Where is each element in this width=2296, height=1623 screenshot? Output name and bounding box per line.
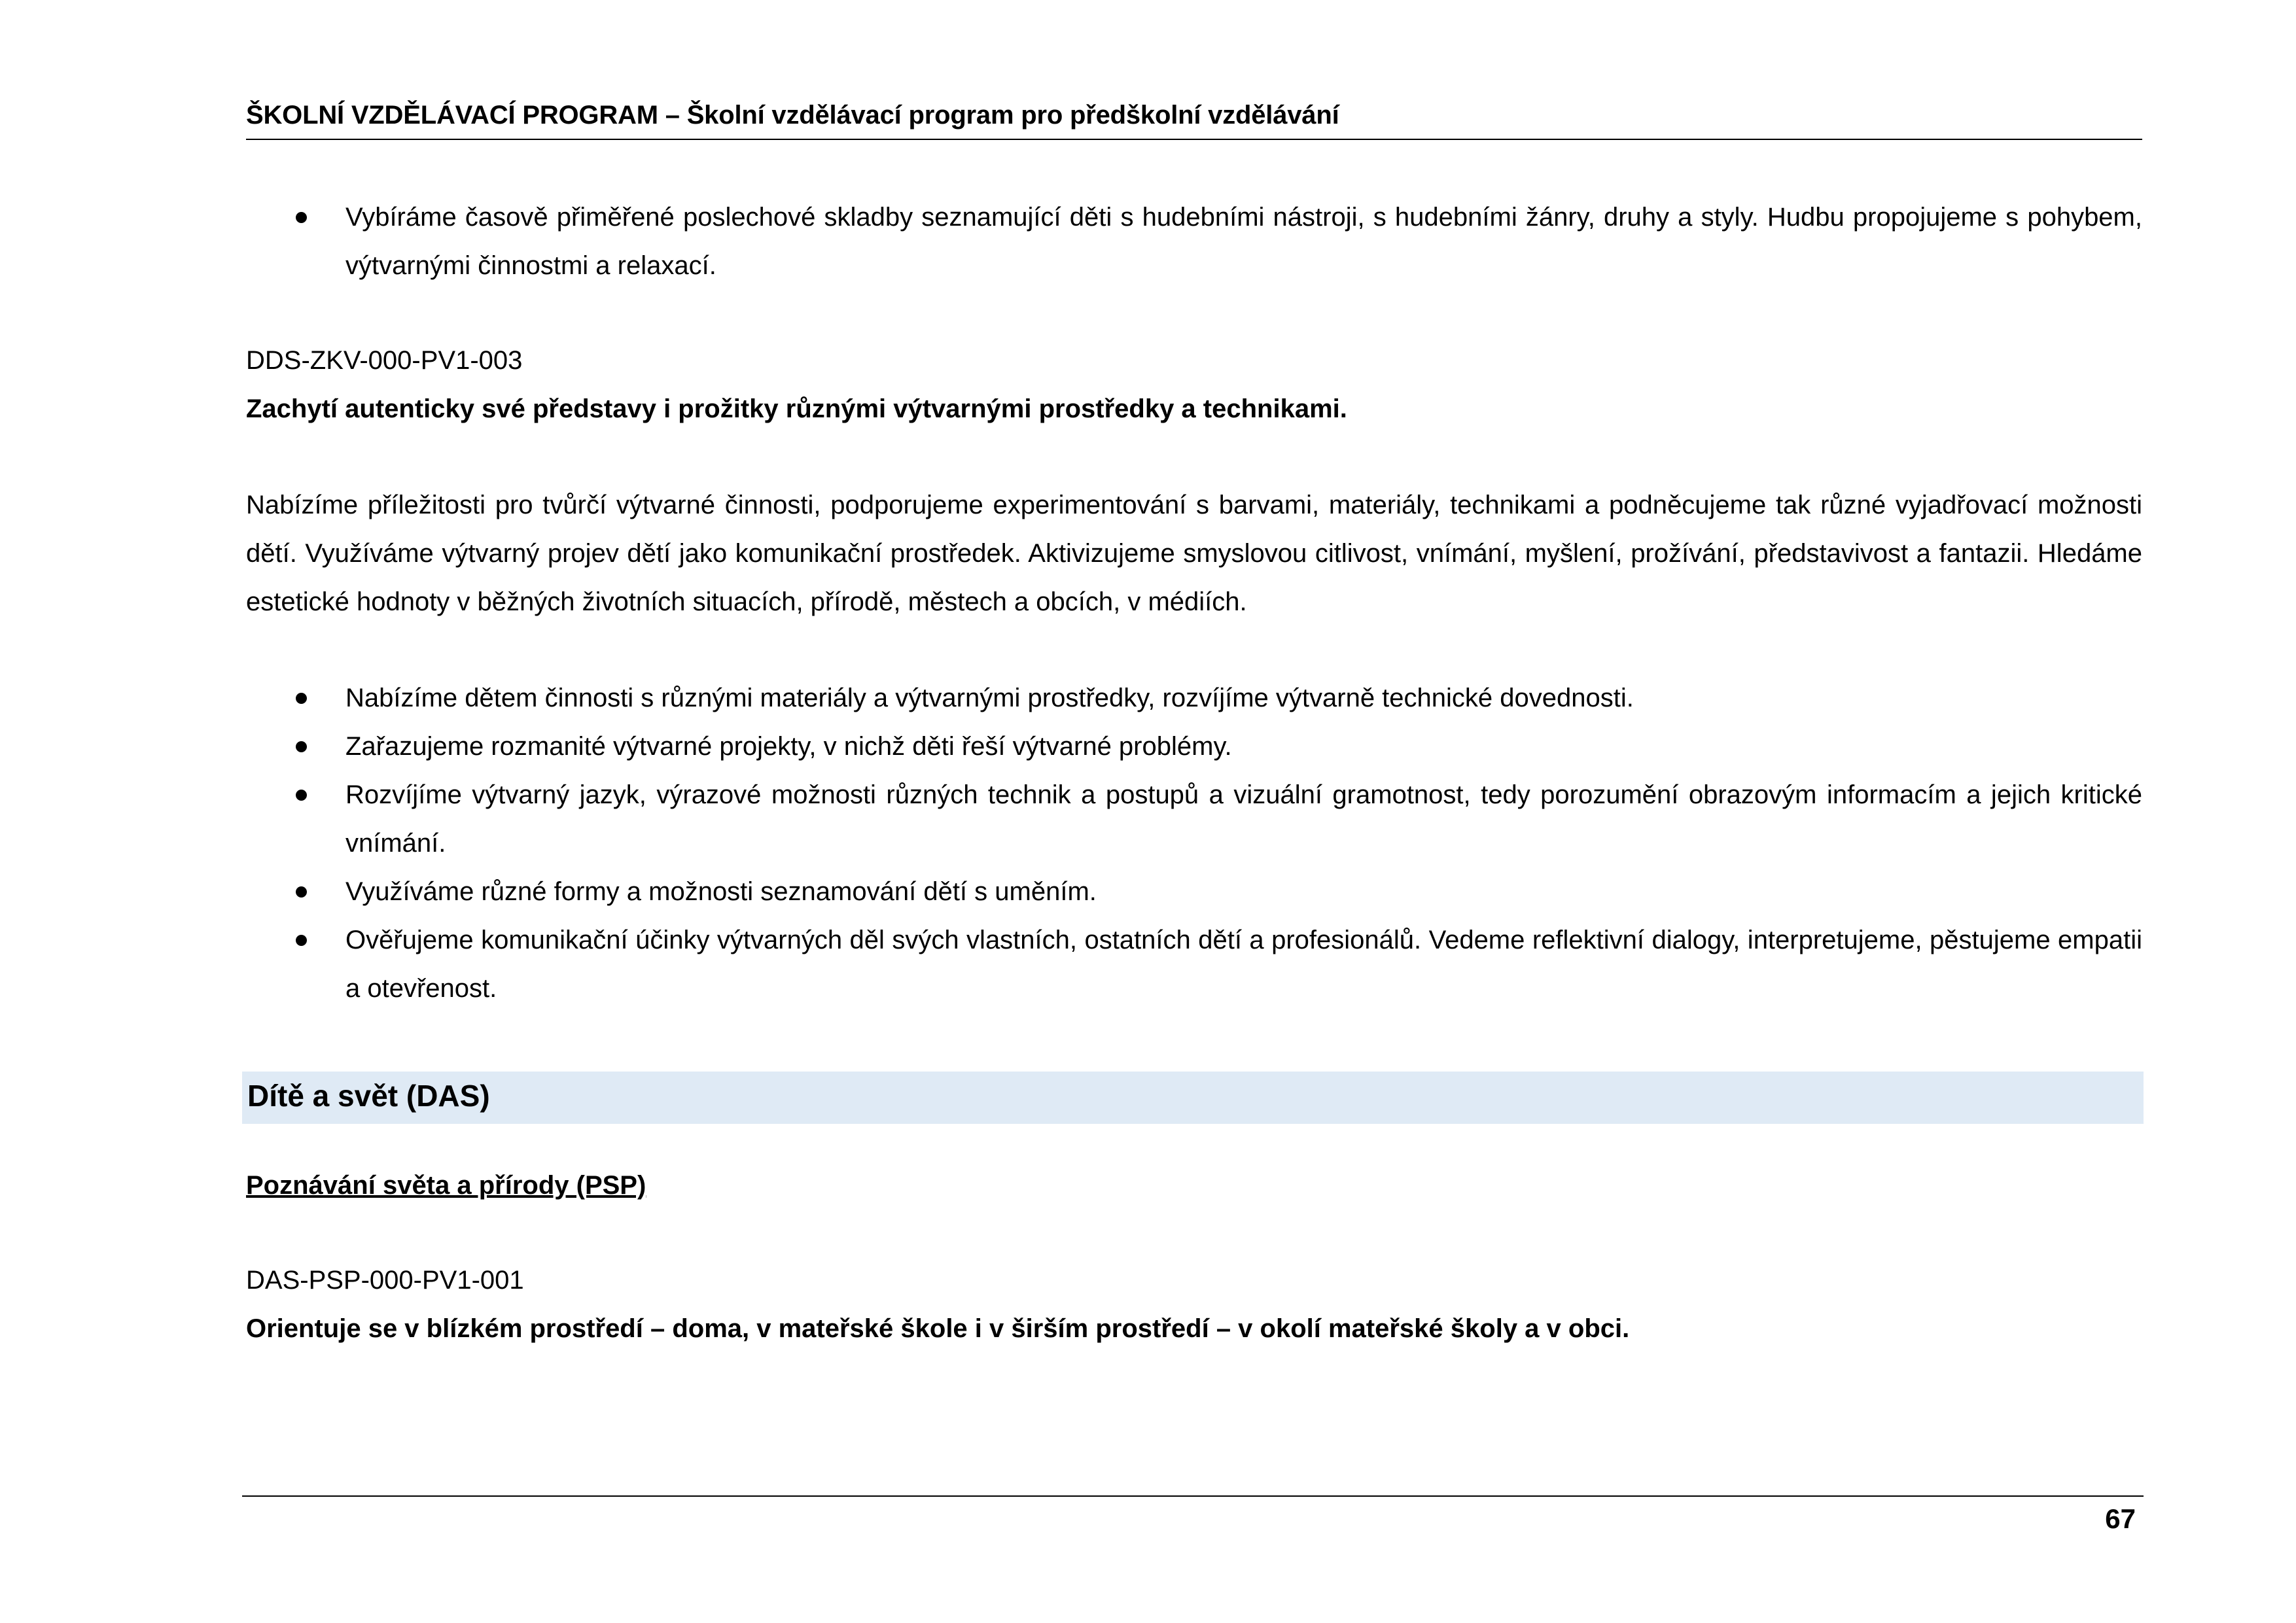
objective-block — [246, 336, 2142, 433]
bullet-icon — [296, 886, 307, 898]
list-item: Vybíráme časově přiměřené poslechové skladby seznamující děti s hudebními nástroji, s hudebními žánry, druhy a styly. Hudbu propojujeme s pohybem, výtvarnými činnostmi a relaxací. — [246, 193, 2142, 290]
list-item: Využíváme různé formy a možnosti seznamování dětí s uměním. — [246, 867, 2142, 916]
section-heading-band — [242, 1072, 2144, 1124]
page-number: 67 — [2105, 1503, 2136, 1534]
bullet-icon — [296, 212, 307, 223]
list-item: Nabízíme dětem činnosti s různými materiály a výtvarnými prostředky, rozvíjíme výtvarně technické dovednosti. — [246, 674, 2142, 722]
objective-code: DDS-ZKV-000-PV1-003 — [246, 346, 523, 375]
bullet-icon — [296, 790, 307, 801]
objective-paragraph-block — [246, 481, 2142, 626]
header-title: ŠKOLNÍ VZDĚLÁVACÍ PROGRAM – Školní vzdělávací program pro předškolní vzdělávání — [246, 101, 1339, 130]
subsection-block — [246, 1161, 2142, 1210]
intro-bullets — [246, 193, 2142, 290]
page-header — [246, 98, 2142, 140]
bullet-icon — [296, 935, 307, 946]
section-title: Dítě a svět (DAS) — [247, 1079, 490, 1113]
list-item: Rozvíjíme výtvarný jazyk, výrazové možnosti různých technik a postupů a vizuální gramotnost, tedy porozumění obrazovým informacím a jejich kritické vnímání. — [246, 771, 2142, 867]
section-objective-block — [246, 1256, 2142, 1353]
section-objective-goal: Orientuje se v blízkém prostředí – doma, v mateřské škole i v širším prostředí – v okolí mateřské školy a v obci. — [246, 1314, 1630, 1343]
footer-divider — [242, 1495, 2144, 1497]
list-item: Zařazujeme rozmanité výtvarné projekty, v nichž děti řeší výtvarné problémy. — [246, 722, 2142, 771]
objective-goal: Zachytí autenticky své představy i prožitky různými výtvarnými prostředky a technikami. — [246, 394, 1347, 423]
list-item: Ověřujeme komunikační účinky výtvarných děl svých vlastních, ostatních dětí a profesionálů. Vedeme reflektivní dialogy, interpretujeme, pěstujeme empatii a otevřenost. — [246, 916, 2142, 1013]
bullet-icon — [296, 693, 307, 704]
objective-bullets — [246, 674, 2142, 1013]
subsection-title: Poznávání světa a přírody (PSP) — [246, 1171, 646, 1200]
bullet-icon — [296, 741, 307, 752]
section-objective-code: DAS-PSP-000-PV1-001 — [246, 1266, 524, 1295]
objective-paragraph: Nabízíme příležitosti pro tvůrčí výtvarné činnosti, podporujeme experimentování s barvami, materiály, technikami a podněcujeme tak různé vyjadřovací možnosti dětí. Využíváme výtvarný projev dětí jako komunikační prostředek. Aktivizujeme smyslovou citlivost, vnímání, myšlení, prožívání, představivost a fantazii. Hledáme estetické hodnoty v běžných životních situacích, přírodě, městech a obcích, v médiích. — [246, 491, 2142, 616]
